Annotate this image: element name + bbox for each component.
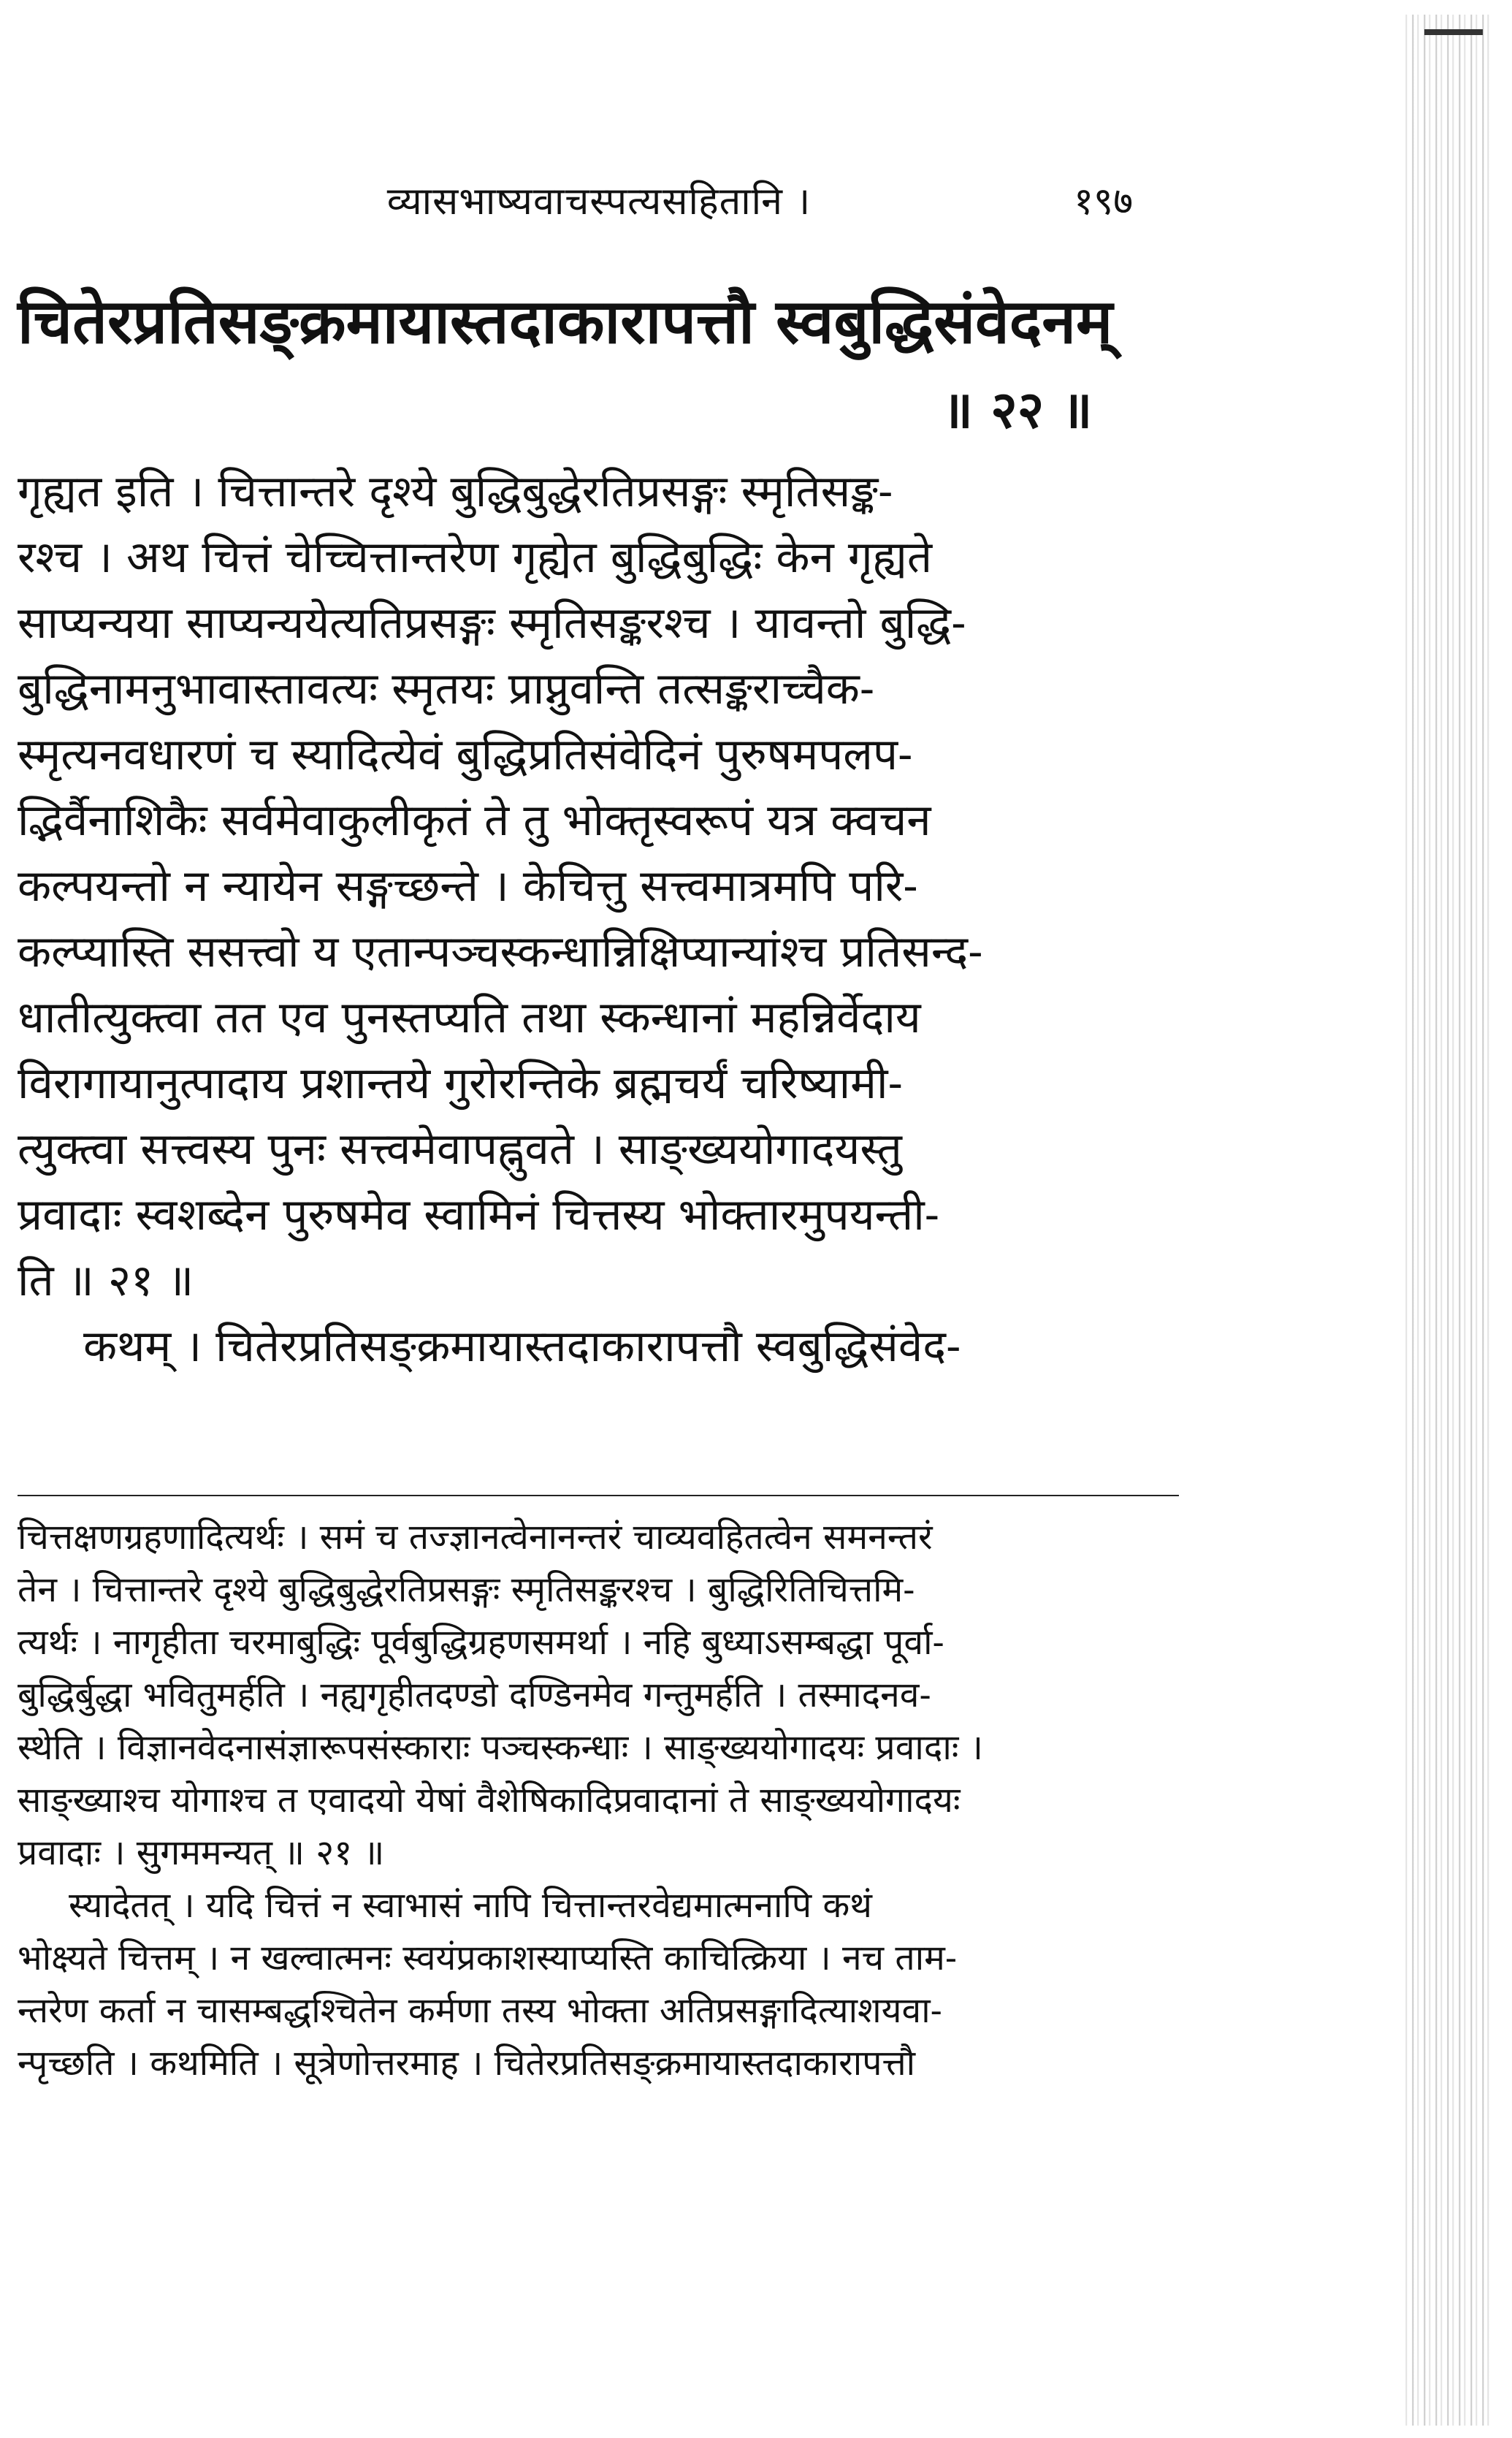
bhashya-line: रश्च । अथ चित्तं चेच्चित्तान्तरेण गृह्येत बुद्धिबुद्धिः केन गृह्यते [18,532,933,583]
tika-line: तेन । चित्तान्तरे दृश्ये बुद्धिबुद्धेरतिप्रसङ्गः स्मृतिसङ्करश्च । बुद्धिरितिचित्तमि- [18,1569,915,1610]
tika-line: चित्तक्षणग्रहणादित्यर्थः । समं च तज्ज्ञानत्वेनानन्तरं चाव्यवहितत्वेन समनन्तरं [18,1517,933,1558]
tika-line: बुद्धिर्बुद्धा भवितुमर्हति । नह्यगृहीतदण्डो दण्डिनमेव गन्तुमर्हति । तस्मादनव- [18,1675,931,1715]
bhashya-line: बुद्धिनामनुभावास्तावत्यः स्मृतयः प्राप्नुवन्ति तत्सङ्कराच्चैक- [18,663,875,715]
tika-line: साङ्ख्याश्च योगाश्च त एवादयो येषां वैशेषिकादिप्रवादानां ते साङ्ख्ययोगादयः [18,1780,961,1821]
bhashya-line: ति ॥ २१ ॥ [18,1255,194,1306]
bhashya-line: कल्पयन्तो न न्यायेन सङ्गच्छन्ते । केचित्तु सत्त्वमात्रमपि परि- [18,861,918,912]
tika-line: भोक्ष्यते चित्तम् । न खल्वात्मनः स्वयंप्रकाशस्याप्यस्ति काचित्क्रिया । नच ताम- [18,1938,958,1978]
bhashya-line: गृह्यत इति । चित्तान्तरे दृश्ये बुद्धिबुद्धेरतिप्रसङ्गः स्मृतिसङ्क- [18,466,893,517]
bhashya-line: प्रवादाः स्वशब्देन पुरुषमेव स्वामिनं चित्तस्य भोक्तारमुपयन्ती- [18,1189,940,1241]
bhashya-line: द्भिर्वैनाशिकैः सर्वमेवाकुलीकृतं ते तु भोक्तृस्वरूपं यत्र क्वचन [18,795,931,846]
tika-line: स्यादेतत् । यदि चित्तं न स्वाभासं नापि चित्तान्तरवेद्यमात्मनापि कथं [69,1885,872,1926]
tika-commentary [18,1511,1157,2090]
tika-line: त्यर्थः । नागृहीता चरमाबुद्धिः पूर्वबुद्धिग्रहणसमर्था । नहि बुध्याऽसम्बद्धा पूर्वा- [18,1622,944,1663]
page-number: १९७ [1074,180,1134,224]
tika-line: स्थेति । विज्ञानवेदनासंज्ञारूपसंस्काराः पञ्चस्कन्धाः । साङ्ख्ययोगादयः प्रवादाः । [18,1727,983,1768]
tika-line: प्रवादाः । सुगममन्यत् ॥ २१ ॥ [18,1832,385,1873]
running-title: व्यासभाष्यवाचस्पत्यसहितानि । [386,180,812,224]
bhashya-line: विरागायानुत्पादाय प्रशान्तये गुरोरन्तिके ब्रह्मचर्यं चरिष्यामी- [18,1058,903,1109]
sutra-number: ॥ २२ ॥ [942,379,1093,440]
sutra-text: चितेरप्रतिसङ्क्रमायास्तदाकारापत्तौ स्वबुद्धिसंवेदनम् [18,285,1113,357]
bhashya-line: धातीत्युक्त्वा तत एव पुनस्तप्यति तथा स्कन्धानां महन्निर्वेदाय [18,992,921,1043]
bhashya-commentary [18,459,1157,1379]
tika-line: न्तरेण कर्ता न चासम्बद्धश्चितेन कर्मणा तस्य भोक्ता अतिप्रसङ्गादित्याशयवा- [18,1990,942,2031]
tika-line: न्पृच्छति । कथमिति । सूत्रेणोत्तरमाह । चितेरप्रतिसङ्क्रमायास्तदाकारापत्तौ [18,2043,916,2084]
bhashya-line: कल्प्यास्ति ससत्त्वो य एतान्पञ्चस्कन्धान्निक्षिप्यान्यांश्च प्रतिसन्द- [18,926,983,978]
bhashya-line: स्मृत्यनवधारणं च स्यादित्येवं बुद्धिप्रतिसंवेदिनं पुरुषमपलप- [18,729,913,780]
bhashya-line: त्युक्त्वा सत्त्वस्य पुनः सत्त्वमेवापह्नुवते । साङ्ख्ययोगादयस्तु [18,1124,902,1175]
scan-binding-edge [1402,15,1490,2426]
divider-rule [18,1495,1179,1496]
bhashya-line: कथम् । चितेरप्रतिसङ्क्रमायास्तदाकारापत्तौ स्वबुद्धिसंवेद- [83,1321,961,1372]
bhashya-line: साप्यन्यया साप्यन्ययेत्यतिप्रसङ्गः स्मृतिसङ्करश्च । यावन्तो बुद्धि- [18,598,966,649]
scan-edge-mark [1424,29,1483,35]
